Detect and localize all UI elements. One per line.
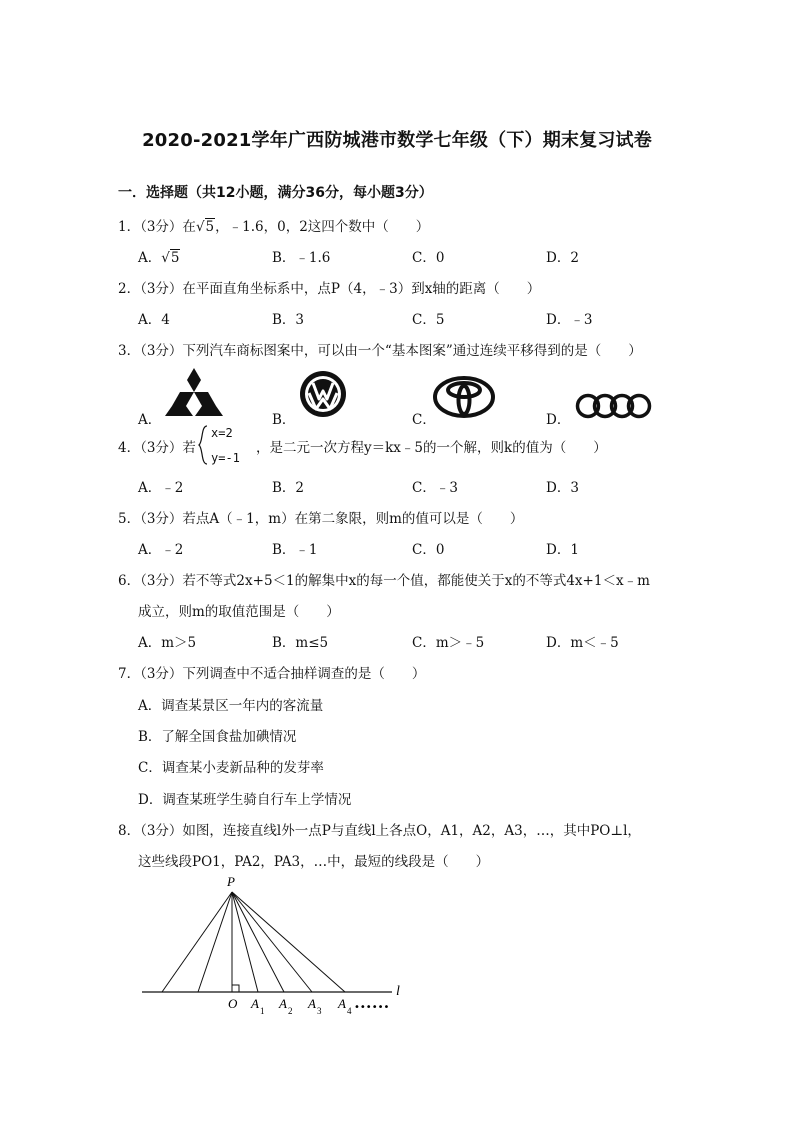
question-1-stem — [118, 215, 429, 235]
q6-option-d: D．m＜﹣5 — [546, 635, 619, 651]
label-p: P — [227, 874, 235, 889]
volkswagen-logo — [298, 369, 348, 419]
q1-option-b: B．﹣1.6 — [272, 250, 331, 266]
label-a1-sub: 1 — [260, 1006, 265, 1016]
q3-option-d: D． — [546, 412, 571, 428]
question-6-stem: 6．（3分）若不等式2x+5＜1的解集中x的每一个值，都能使关于x的不等式4x+1＜x﹣m — [118, 573, 650, 589]
q3-option-c: C． — [412, 412, 436, 428]
q1-stem-post: ，﹣1.6，0，2这四个数中（ ） — [215, 219, 430, 235]
q1-option-d: D．2 — [546, 250, 579, 266]
label-l: l — [396, 984, 400, 999]
q5-option-a: A．﹣2 — [138, 542, 184, 558]
q7-option-a: A．调查某景区一年内的客流量 — [138, 698, 324, 714]
label-dots: •••••• — [354, 1002, 390, 1013]
q4-option-b: B．2 — [272, 480, 305, 496]
equation-y: y=-1 — [211, 451, 240, 465]
q2-option-a: A．4 — [138, 312, 170, 328]
q7-option-c: C．调查某小麦新品种的发芽率 — [138, 760, 324, 776]
equation-brace — [197, 424, 209, 470]
q7-option-b: B．了解全国食盐加碘情况 — [138, 729, 297, 745]
question-6-stem-cont: 成立，则m的取值范围是（ ） — [138, 604, 340, 620]
label-a3-sub: 3 — [317, 1006, 322, 1016]
q2-option-b: B．3 — [272, 312, 305, 328]
question-8-stem-cont: 这些线段PO1，PA2，PA3，…中，最短的线段是（ ） — [138, 854, 490, 870]
geometry-figure — [130, 872, 420, 1022]
question-4-stem-pre: 4．（3分）若 — [118, 440, 196, 456]
equation-x: x=2 — [211, 426, 233, 440]
sqrt-symbol: √ — [195, 219, 205, 235]
section-heading: 一．选择题（共12小题，满分36分，每小题3分） — [118, 185, 433, 201]
mitsubishi-logo — [164, 366, 224, 418]
label-a2-sub: 2 — [288, 1006, 293, 1016]
q5-option-b: B．﹣1 — [272, 542, 318, 558]
q6-option-a: A．m＞5 — [138, 635, 197, 651]
toyota-logo — [432, 375, 496, 419]
label-a3: A — [308, 996, 316, 1011]
sqrt-symbol: √ — [161, 250, 170, 266]
q3-option-b: B． — [272, 412, 296, 428]
q3-option-a: A． — [138, 412, 162, 428]
q4-option-a: A．﹣2 — [138, 480, 184, 496]
question-5-stem: 5．（3分）若点A（﹣1，m）在第二象限，则m的值可以是（ ） — [118, 511, 524, 527]
question-4-stem-post: ，是二元一次方程y＝kx﹣5的一个解，则k的值为（ ） — [256, 440, 607, 456]
q4-option-d: D．3 — [546, 480, 579, 496]
q6-option-b: B．m≤5 — [272, 635, 329, 651]
q5-option-d: D．1 — [546, 542, 579, 558]
q6-option-c: C．m＞﹣5 — [412, 635, 485, 651]
question-3-stem: 3．（3分）下列汽车商标图案中，可以由一个“基本图案”通过连续平移得到的是（ ） — [118, 343, 642, 359]
q1-radicand: 5 — [205, 219, 215, 235]
q2-option-c: C．5 — [412, 312, 445, 328]
label-a1: A — [251, 996, 259, 1011]
page-title: 2020-2021学年广西防城港市数学七年级（下）期末复习试卷 — [142, 130, 652, 151]
q2-option-d: D．﹣3 — [546, 312, 593, 328]
label-a4-sub: 4 — [347, 1006, 352, 1016]
q7-option-d: D．调查某班学生骑自行车上学情况 — [138, 792, 352, 808]
q5-option-c: C．0 — [412, 542, 445, 558]
q1-option-c: C．0 — [412, 250, 445, 266]
label-a2: A — [279, 996, 287, 1011]
label-o: O — [228, 996, 238, 1011]
q4-option-c: C．﹣3 — [412, 480, 458, 496]
audi-logo — [574, 391, 654, 421]
q1-option-a: A．√5 — [138, 250, 180, 266]
question-7-stem: 7．（3分）下列调查中不适合抽样调查的是（ ） — [118, 666, 426, 682]
question-2-stem: 2．（3分）在平面直角坐标系中，点P（4，﹣3）到x轴的距离（ ） — [118, 281, 541, 297]
q1-stem-pre: 1．（3分）在 — [118, 219, 196, 235]
label-a4: A — [338, 996, 346, 1011]
question-8-stem: 8．（3分）如图，连接直线l外一点P与直线l上各点O，A1，A2，A3，…，其中PO⊥l， — [118, 823, 641, 839]
